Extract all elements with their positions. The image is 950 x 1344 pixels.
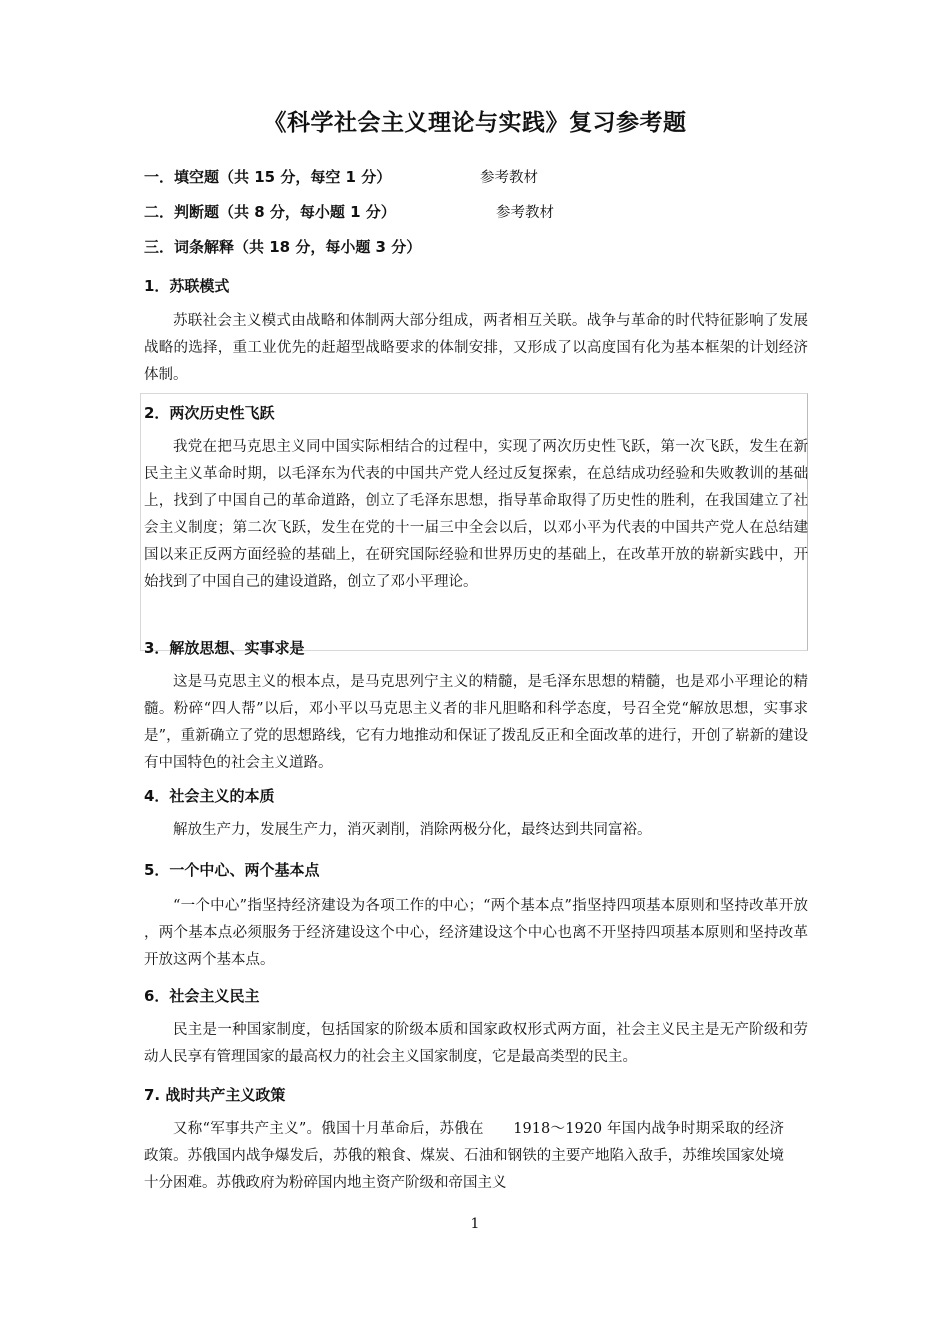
term-heading: 5．一个中心、两个基本点 — [144, 861, 320, 879]
term-body: 苏联社会主义模式由战略和体制两大部分组成，两者相互关联。战争与革命的时代特征影响了发展战略的选择，重工业优先的赶超型战略要求的体制安排，又形成了以高度国有化为基本框架的计划经济体制。 — [144, 313, 808, 383]
section-term-definitions: 三．词条解释（共 18 分，每小题 3 分） — [144, 238, 422, 256]
term-heading: 2．两次历史性飞跃 — [144, 404, 275, 422]
term-heading: 4．社会主义的本质 — [144, 787, 275, 805]
term-body: 民主是一种国家制度，包括国家的阶级本质和国家政权形式两方面，社会主义民主是无产阶级和劳动人民享有管理国家的最高权力的社会主义国家制度，它是最高类型的民主。 — [144, 1022, 808, 1065]
term-body: 这是马克思主义的根本点，是马克思列宁主义的精髓，是毛泽东思想的精髓，也是邓小平理论的精髓。粉碎“四人帮”以后，邓小平以马克思主义者的非凡胆略和科学态度，号召全党“解放思想，实事求是”，重新确立了党的思想路线，它有力地推动和保证了拨乱反正和全面改革的进行，开创了崭新的建设有中国特色的社会主义道路。 — [144, 674, 808, 771]
term-body: 解放生产力，发展生产力，消灭剥削，消除两极分化，最终达到共同富裕。 — [173, 822, 652, 838]
section-fill-in-ref: 参考教材 — [480, 170, 538, 186]
term-body: 又称“军事共产主义”。俄国十月革命后，苏俄在 1918～1920 年国内战争时期采取的经济政策。苏俄国内战争爆发后，苏俄的粮食、煤炭、石油和钢铁的主要产地陷入敌手，苏维埃国家处境十分困难。苏俄政府为粉碎国内地主资产阶级和帝国主义 — [144, 1121, 784, 1191]
term-body: “一个中心”指坚持经济建设为各项工作的中心；“两个基本点”指坚持四项基本原则和坚持改革开放 ，两个基本点必须服务于经济建设这个中心，经济建设这个中心也离不开坚持四项基本原则和坚持改革开放这两个基本点。 — [144, 898, 808, 968]
section-true-false-ref: 参考教材 — [496, 205, 554, 221]
term-body: 我党在把马克思主义同中国实际相结合的过程中，实现了两次历史性飞跃，第一次飞跃，发生在新民主主义革命时期，以毛泽东为代表的中国共产党人经过反复探索，在总结成功经验和失败教训的基础上，找到了中国自己的革命道路，创立了毛泽东思想，指导革命取得了历史性的胜利，在我国建立了社会主义制度；第二次飞跃，发生在党的十一届三中全会以后，以邓小平为代表的中国共产党人在总结建国以来正反两方面经验的基础上，在研究国际经验和世界历史的基础上，在改革开放的崭新实践中，开始找到了中国自己的建设道路，创立了邓小平理论。 — [144, 439, 808, 590]
term-heading: 3．解放思想、实事求是 — [144, 639, 305, 657]
term-heading: 7. 战时共产主义政策 — [144, 1086, 286, 1104]
term-heading: 1．苏联模式 — [144, 277, 230, 295]
page-number: 1 — [470, 1216, 480, 1232]
document-title: 《科学社会主义理论与实践》复习参考题 — [263, 110, 687, 136]
term-heading: 6．社会主义民主 — [144, 987, 260, 1005]
section-true-false: 二．判断题（共 8 分，每小题 1 分） — [144, 203, 396, 221]
section-fill-in: 一．填空题（共 15 分，每空 1 分） — [144, 168, 392, 186]
